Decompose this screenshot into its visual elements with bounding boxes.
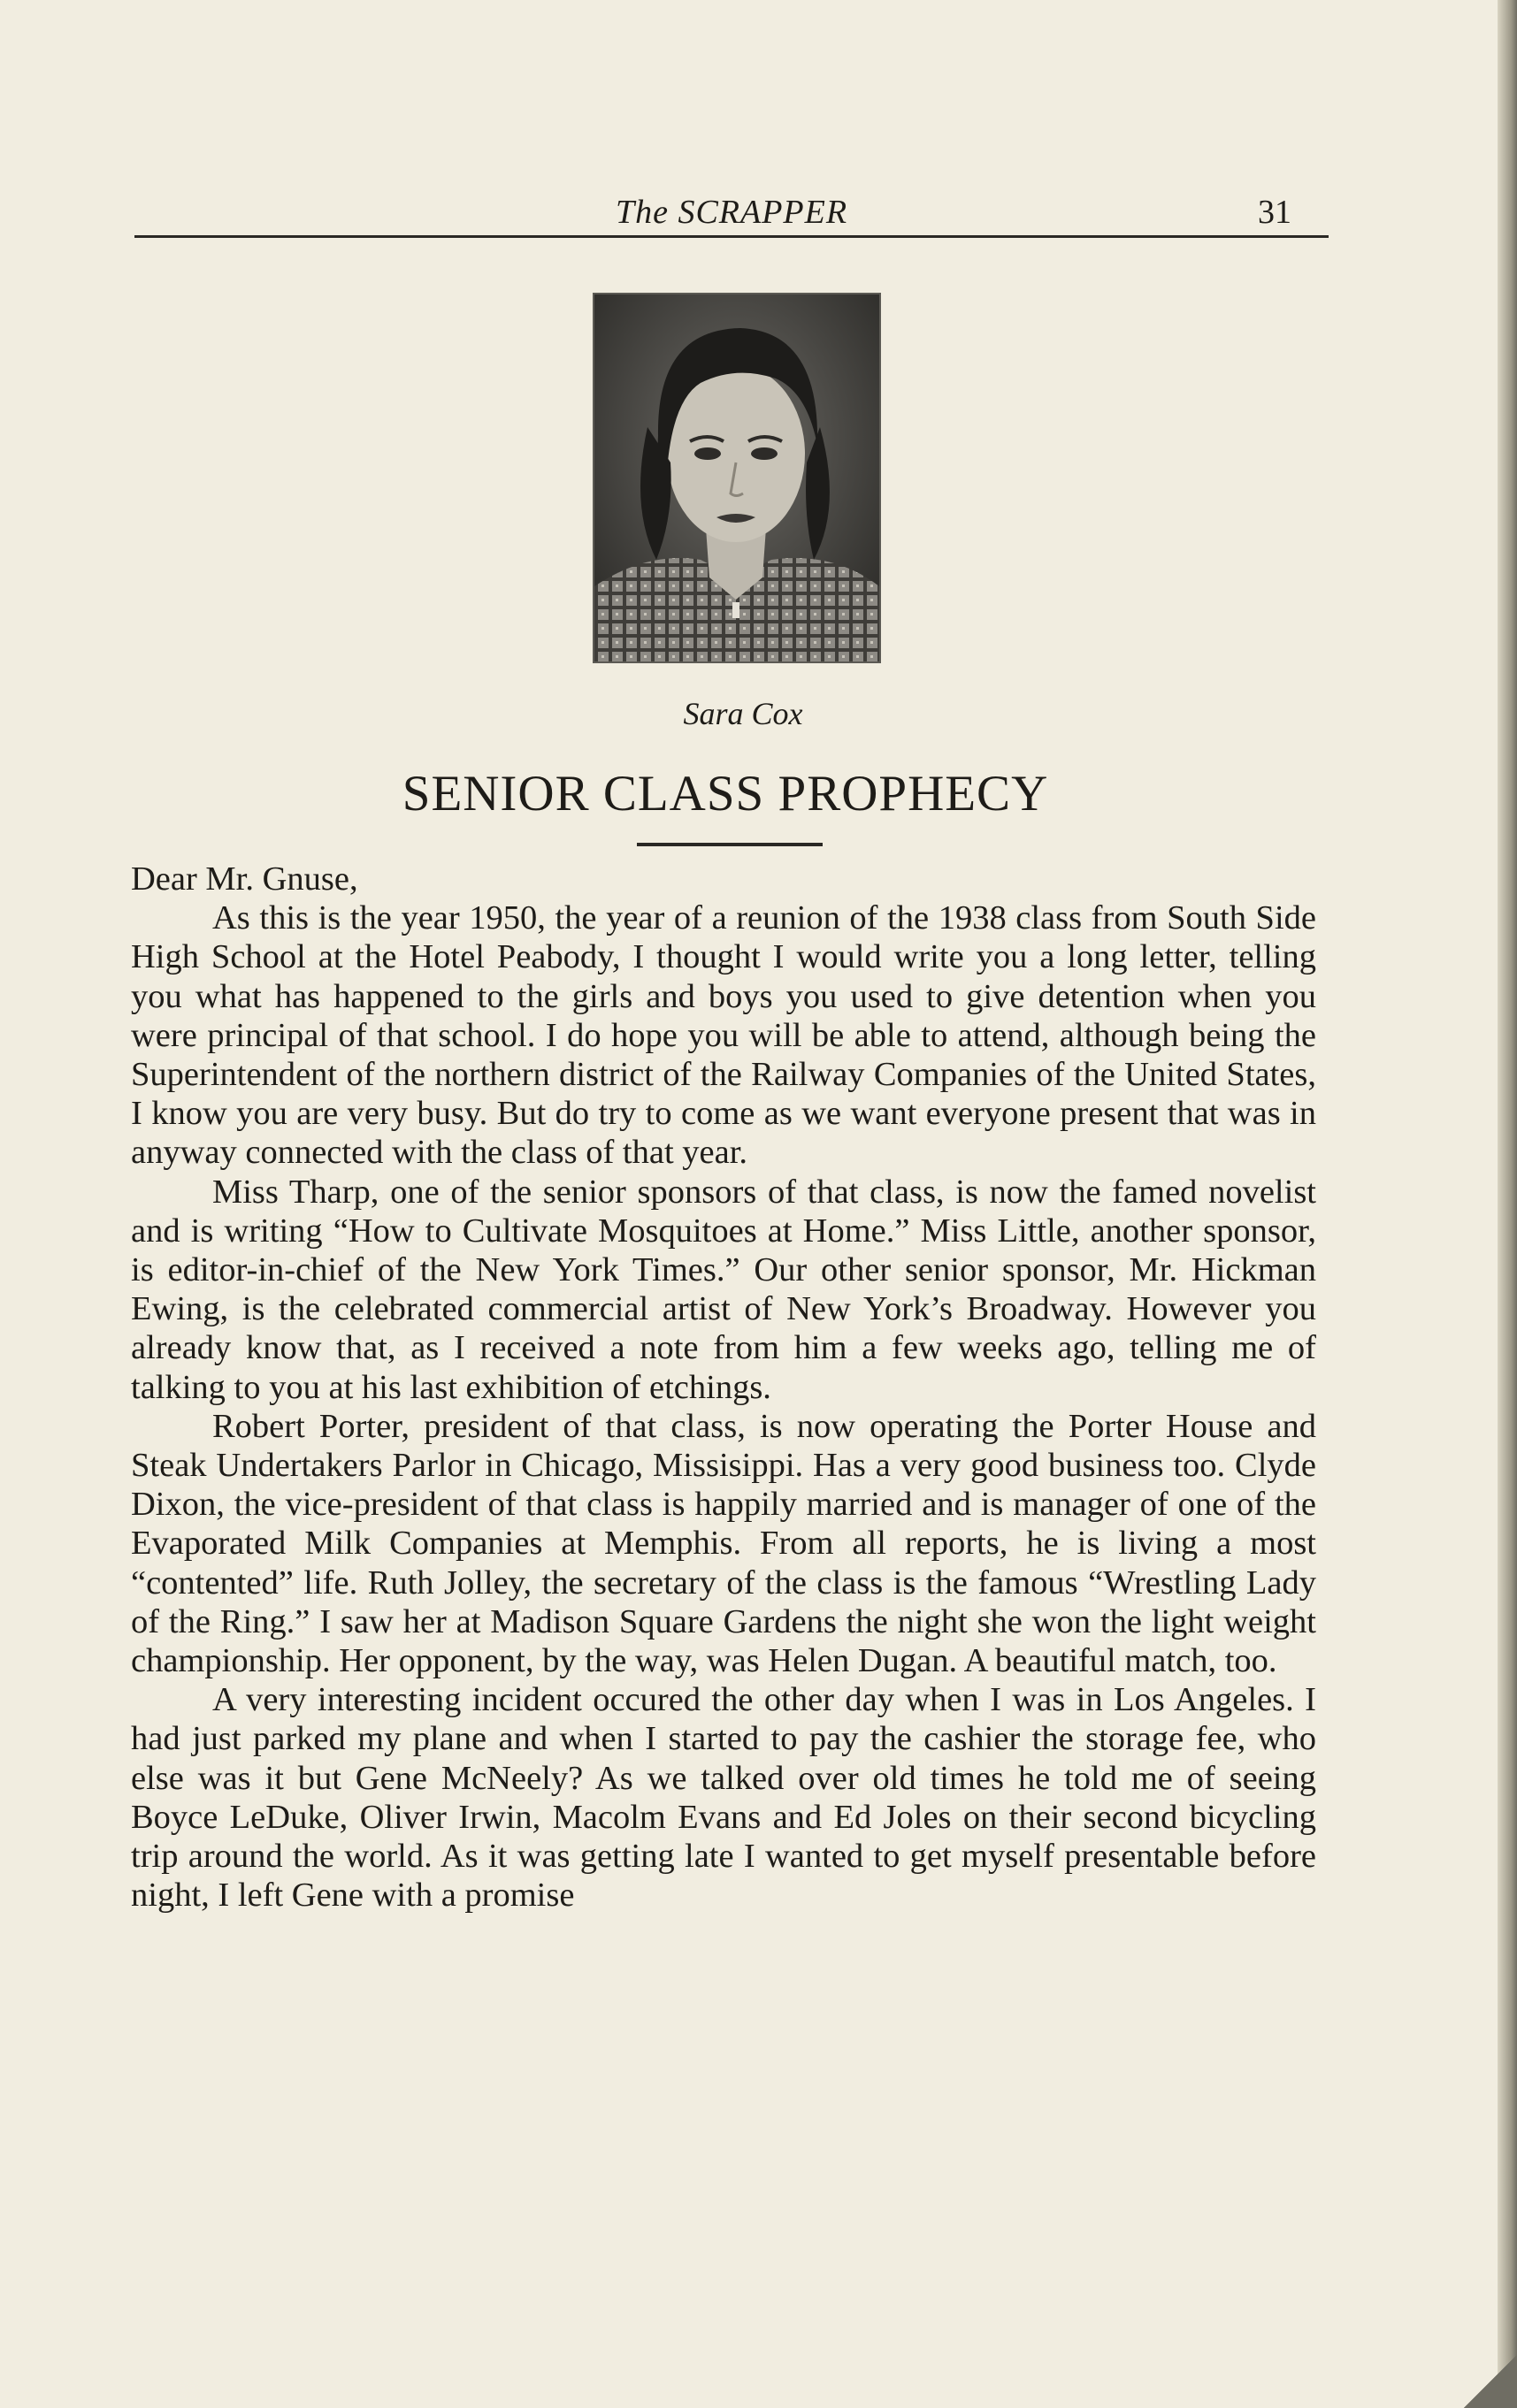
portrait-photo [594, 294, 879, 661]
page-edge [1498, 0, 1517, 2408]
page-corner [1464, 2355, 1517, 2408]
page-number: 31 [1258, 194, 1291, 231]
publication-title: The SCRAPPER [615, 194, 848, 231]
letter-paragraph: A very interesting incident occured the other day when I was in Los Angeles. I had just parked my plane and when I started to pay the cashier the storage fee, who else was it but Gene McNeely? As we talked over old times he told me of seeing Boyce LeDuke, Oliver Irwin, Macolm Evans and Ed Joles on their second bicycling trip around the world. As it was getting late I wanted to get myself presentable before night, I left Gene with a promise [131, 1681, 1316, 1915]
heading-rule [637, 843, 823, 846]
article-heading: SENIOR CLASS PROPHECY [402, 766, 1049, 822]
letter-paragraph: As this is the year 1950, the year of a reunion of the 1938 class from South Side High School at the Hotel Peabody, I thought I would write you a long letter, telling you what has happened to the girls and boys you used to give detention when you were principal of that school. I do hope you will be able to attend, although being the Superintendent of the northern district of the Railway Companies of the United States, I know you are very busy. But do try to come as we want everyone present that was in anyway connected with the class of that year. [131, 899, 1316, 1172]
photo-caption: Sara Cox [683, 696, 803, 731]
page-header [134, 191, 1329, 238]
letter-salutation: Dear Mr. Gnuse, [131, 860, 358, 898]
letter-paragraph: Miss Tharp, one of the senior sponsors of that class, is now the famed novelist and is writing “How to Cultivate Mosquitoes at Home.” Miss Little, another sponsor, is editor-in-chief of the New York Times.” Our other senior sponsor, Mr. Hickman Ewing, is the celebrated commercial artist of New York’s Broadway. However you already know that, as I received a note from him a few weeks ago, telling me of talking to you at his last exhibition of etchings. [131, 1173, 1316, 1406]
letter-paragraph: Robert Porter, president of that class, is now operating the Porter House and Steak Undertakers Parlor in Chicago, Missisippi. Has a very good business too. Clyde Dixon, the vice-president of that class is happily married and is manager of one of the Evaporated Milk Companies at Memphis. From all reports, he is living a most “contented” life. Ruth Jolley, the secretary of the class is the famous “Wrestling Lady of the Ring.” I saw her at Madison Square Gardens the night she won the light weight championship. Her opponent, by the way, was Helen Dugan. A beautiful match, too. [131, 1407, 1316, 1680]
letter-body [131, 860, 1316, 1915]
